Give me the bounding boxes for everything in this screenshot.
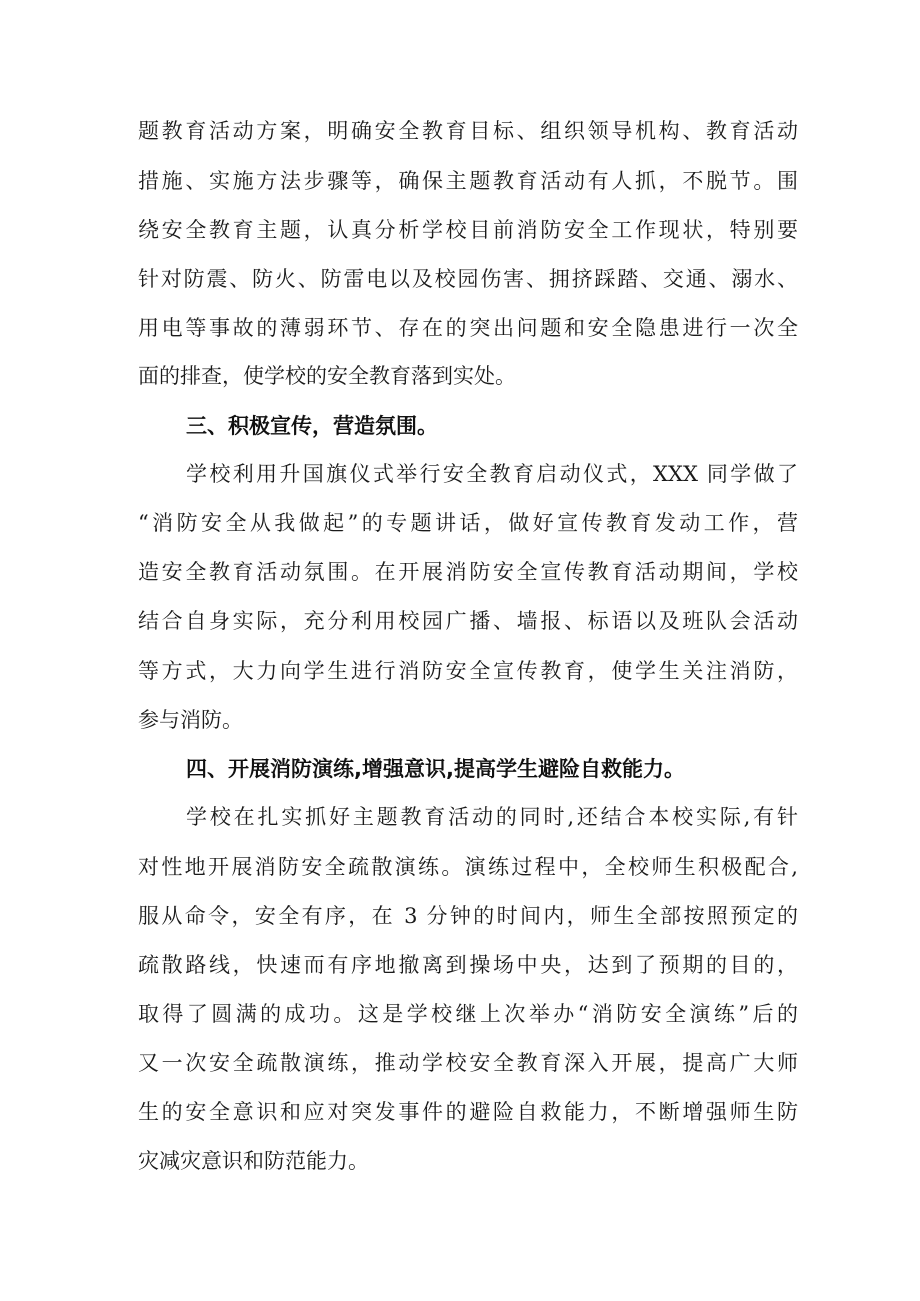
paragraph-3-line-3: 服从命令，安全有序，在 3 分钟的时间内，师生全部按照预定的 [138, 904, 798, 928]
paragraph-3-line-7: 生的安全意识和应对突发事件的避险自救能力，不断增强师生防 [138, 1100, 798, 1124]
paragraph-3-line-1: 学校在扎实抓好主题教育活动的同时,还结合本校实际,有针 [186, 805, 798, 829]
paragraph-2-line-2: “消防安全从我做起”的专题讲话，做好宣传教育发动工作，营 [138, 511, 798, 535]
paragraph-1-line-6: 面的排查，使学校的安全教育落到实处。 [138, 364, 516, 388]
paragraph-1-line-2: 措施、实施方法步骤等，确保主题教育活动有人抓，不脱节。围 [138, 169, 798, 193]
paragraph-2-line-4: 结合自身实际，充分利用校园广播、墙报、标语以及班队会活动 [138, 609, 798, 633]
paragraph-3-line-5: 取得了圆满的成功。这是学校继上次举办“消防安全演练”后的 [138, 1002, 798, 1026]
paragraph-2-line-5: 等方式，大力向学生进行消防安全宣传教育，使学生关注消防， [138, 659, 798, 683]
paragraph-1-line-3: 绕安全教育主题，认真分析学校目前消防安全工作现状，特别要 [138, 218, 798, 242]
paragraph-1-line-1: 题教育活动方案，明确安全教育目标、组织领导机构、教育活动 [138, 119, 798, 143]
paragraph-2-line-6: 参与消防。 [138, 708, 243, 732]
paragraph-3-line-6: 又一次安全疏散演练，推动学校安全教育深入开展，提高广大师 [138, 1051, 798, 1075]
paragraph-3-line-8: 灾减灾意识和防范能力。 [138, 1149, 369, 1173]
paragraph-3-line-4: 疏散路线，快速而有序地撤离到操场中央，达到了预期的目的， [138, 953, 798, 977]
paragraph-2-line-3: 造安全教育活动氛围。在开展消防安全宣传教育活动期间，学校 [138, 560, 798, 584]
paragraph-2-line-1: 学校利用升国旗仪式举行安全教育启动仪式，XXX 同学做了 [186, 462, 798, 486]
section-heading-3: 三、积极宣传，营造氛围。 [186, 414, 438, 438]
section-heading-4: 四、开展消防演练,增强意识,提高学生避险自救能力。 [186, 757, 685, 781]
paragraph-3-line-2: 对性地开展消防安全疏散演练。演练过程中，全校师生积极配合, [138, 855, 798, 879]
paragraph-1-line-5: 用电等事故的薄弱环节、存在的突出问题和安全隐患进行一次全 [138, 316, 798, 340]
paragraph-1-line-4: 针对防震、防火、防雷电以及校园伤害、拥挤踩踏、交通、溺水、 [138, 267, 798, 291]
